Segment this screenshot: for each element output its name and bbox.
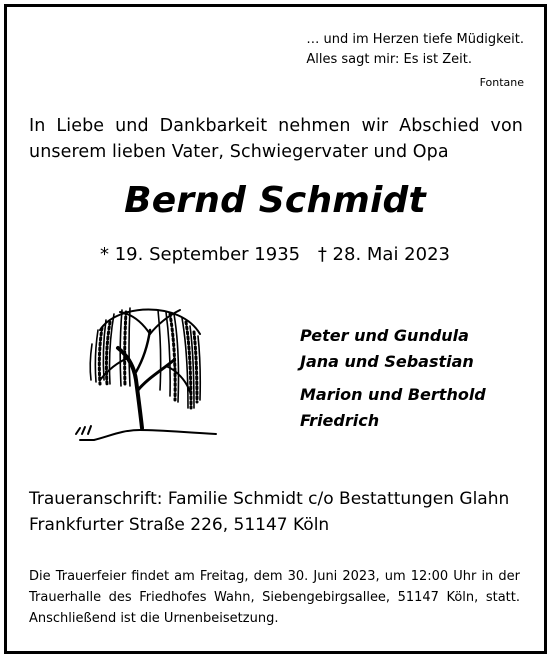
address-line-1: Traueranschrift: Familie Schmidt c/o Bestattungen Glahn: [29, 489, 510, 509]
ceremony-info: Die Trauerfeier findet am Freitag, dem 30. Juni 2023, um 12:00 Uhr in der Trauerhalle des Friedhofes Wahn, Siebengebirgsallee, 51147 Köln, statt. Anschließend ist die Urnenbeisetzung.: [29, 569, 520, 626]
death-date: † 28. Mai 2023: [317, 244, 450, 265]
poem-line-1: … und im Herzen tiefe Müdigkeit.: [306, 32, 524, 47]
address-line-2: Frankfurter Straße 226, 51147 Köln: [29, 515, 330, 535]
family-member: Peter und Gundula: [300, 326, 469, 345]
family-member: Jana und Sebastian: [300, 352, 474, 371]
poem-quote: [306, 30, 524, 70]
poem-line-2: Alles sagt mir: Es ist Zeit.: [306, 52, 473, 67]
weeping-willow-icon: [70, 300, 218, 450]
family-group-2: [300, 382, 486, 434]
life-dates: [0, 244, 550, 265]
family-group-1: [300, 323, 474, 375]
poem-author: Fontane: [479, 76, 524, 89]
deceased-name: Bernd Schmidt: [124, 180, 426, 221]
family-member: Marion und Berthold: [300, 385, 486, 404]
mourning-address: [29, 486, 509, 538]
birth-date: * 19. September 1935: [100, 244, 301, 265]
family-member: Friedrich: [300, 411, 380, 430]
intro-text: In Liebe und Dankbarkeit nehmen wir Abschied von unserem lieben Vater, Schwiegervater und Opa: [29, 116, 523, 162]
